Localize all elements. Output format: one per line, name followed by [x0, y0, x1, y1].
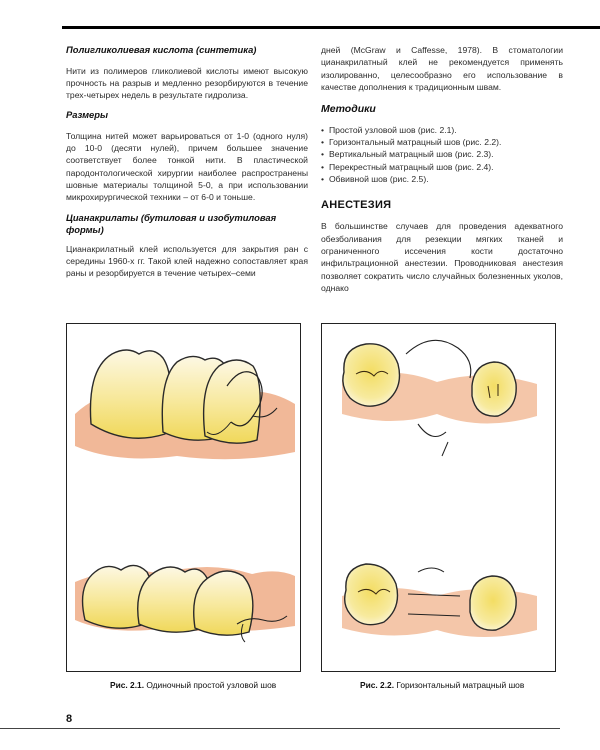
paragraph-cyanoacrylate-continued: дней (McGraw и Caffesse, 1978). В стоматологии цианакрилатный клей не рекомендуется применять изолированно, целесообразно его использование в качестве дополнения к традиционным швам.	[321, 45, 563, 92]
bottom-rule	[0, 728, 560, 729]
paragraph-cyanoacrylates: Цианакрилатный клей используется для закрытия ран с середины 1960-х гг. Такой клей надежно сопоставляет края раны и резорбируется в течение четырех–семи	[66, 243, 308, 279]
figure-2-2-illustration	[322, 324, 555, 671]
suture-thread	[406, 340, 471, 378]
paragraph-anesthesia: В большинстве случаев для проведения адекватного обезболивания для резекции мягких тканей и ограниченного иссечения кости достаточно инфильтрационной анестезии. Проводниковая анестезия позволяет сократить число случайных болезненных уколов, однако	[321, 221, 563, 293]
bullet-icon: •	[321, 173, 325, 184]
methods-list	[321, 124, 563, 185]
paragraph-polyglycolic: Нити из полимеров гликолиевой кислоты имеют высокую прочность на разрыв и медленно резорбируются в течение трех-четырех недель в результате гидролиза.	[66, 65, 308, 101]
tooth-shape	[470, 576, 516, 630]
bullet-icon: •	[321, 149, 325, 160]
right-column	[321, 44, 563, 294]
heading-polyglycolic: Полигликолиевая кислота (синтетика)	[66, 44, 257, 55]
figure-2-1-caption: Рис. 2.1. Одиночный простой узловой шов	[110, 680, 277, 690]
bullet-icon: •	[321, 161, 325, 172]
figure-2-1-illustration	[67, 324, 300, 671]
bullet-icon: •	[321, 136, 325, 147]
tooth-shape	[343, 344, 400, 406]
heading-cyanoacrylates: Цианакрилаты (бутиловая и изобутиловая формы)	[66, 211, 277, 236]
suture-thread	[442, 442, 448, 456]
top-rule	[62, 26, 600, 29]
paragraph-sizes: Толщина нитей может варьироваться от 1-0 (одного нуля) до 10-0 (десяти нулей), причем большее значение соответствует более тонкой нити. В пластической пародонтологической хирургии наиболее распространены шовные материалы толщиной 5-0, а при использовании микрохирургической техники – от 6-0 и тоньше.	[66, 130, 308, 203]
bullet-icon: •	[321, 124, 325, 135]
list-item: • Обвивной шов (рис. 2.5).	[321, 173, 429, 184]
figure-2-2-caption: Рис. 2.2. Горизонтальный матрацный шов	[360, 680, 525, 690]
list-item: • Горизонтальный матрацный шов (рис. 2.2).	[321, 136, 502, 147]
left-column	[66, 44, 308, 280]
tooth-shape	[90, 350, 170, 438]
tooth-shape	[345, 564, 398, 625]
tooth-shape	[472, 362, 516, 416]
heading-anesthesia: АНЕСТЕЗИЯ	[321, 199, 392, 212]
figure-2-1	[66, 323, 301, 672]
list-item: • Простой узловой шов (рис. 2.1).	[321, 124, 457, 135]
heading-sizes: Размеры	[66, 109, 109, 121]
list-item: • Перекрестный матрацный шов (рис. 2.4).	[321, 161, 494, 172]
suture-thread	[418, 424, 446, 437]
page-number: 8	[66, 713, 73, 725]
heading-methods: Методики	[321, 103, 376, 116]
suture-thread	[418, 568, 444, 572]
list-item: • Вертикальный матрацный шов (рис. 2.3).	[321, 149, 494, 160]
figure-2-2	[321, 323, 556, 672]
